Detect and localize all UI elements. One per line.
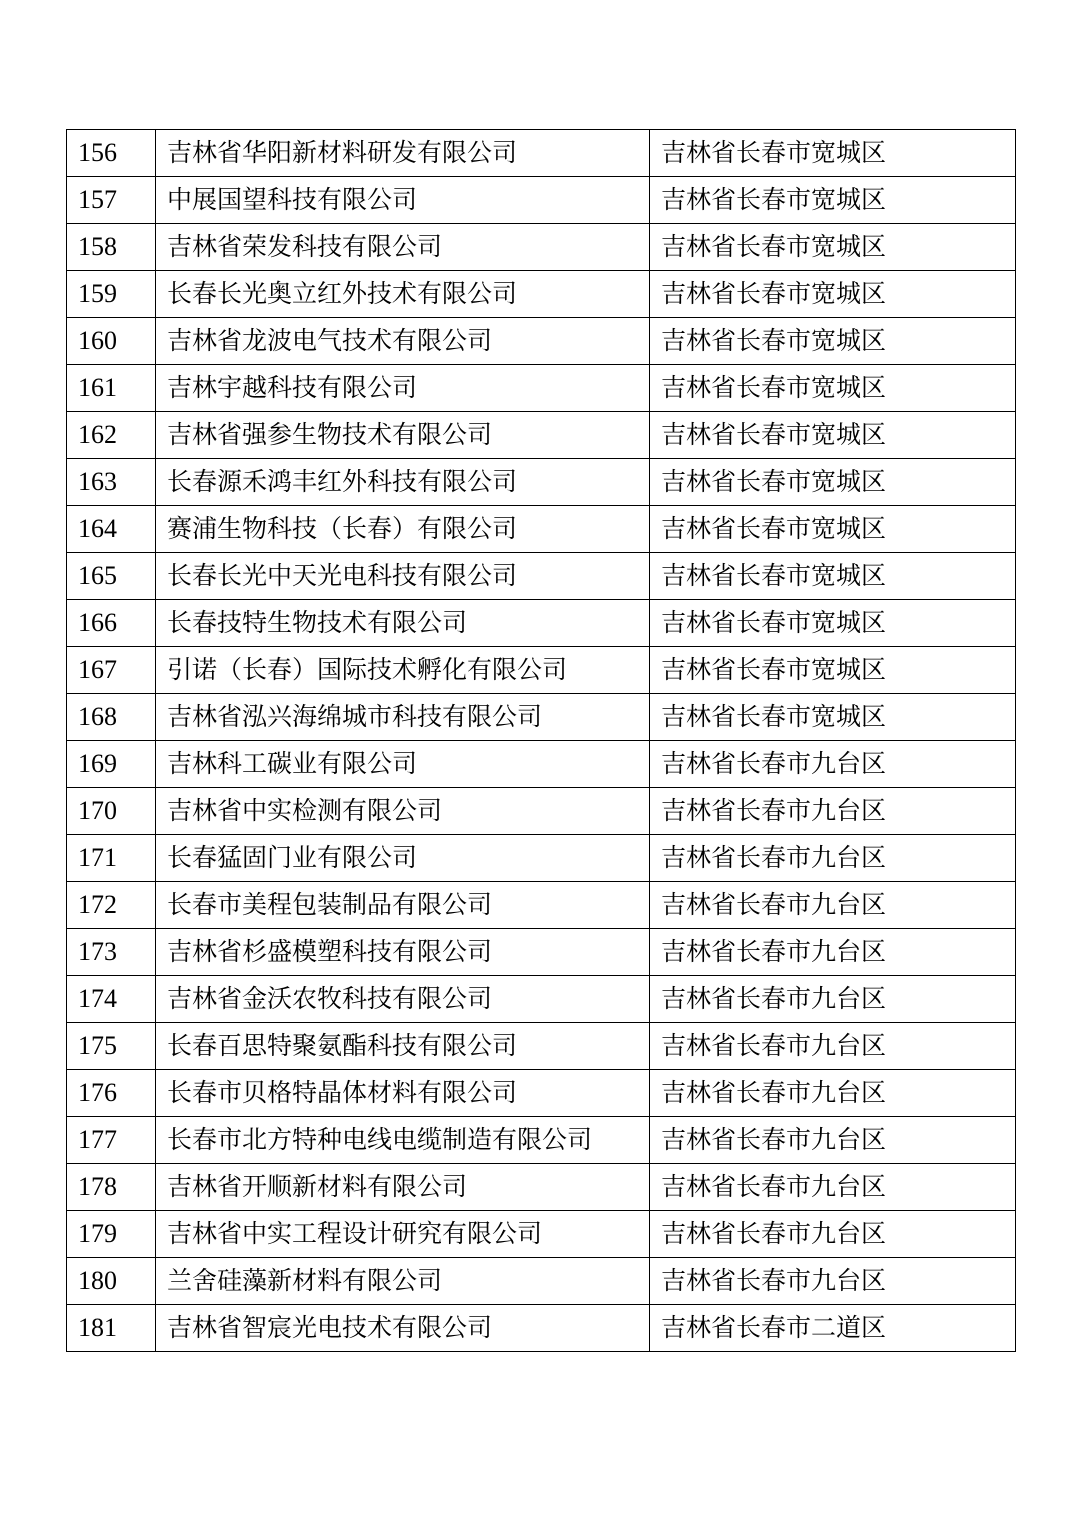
- table-row: [67, 882, 1016, 929]
- company-name-cell: 吉林省开顺新材料有限公司: [156, 1164, 650, 1211]
- row-number-cell: 173: [67, 929, 156, 976]
- location-cell: 吉林省长春市宽城区: [650, 694, 1016, 741]
- location-cell: 吉林省长春市宽城区: [650, 224, 1016, 271]
- location-cell: 吉林省长春市九台区: [650, 1117, 1016, 1164]
- location-cell: 吉林省长春市九台区: [650, 1258, 1016, 1305]
- table-row: [67, 1211, 1016, 1258]
- row-number-cell: 175: [67, 1023, 156, 1070]
- company-name-cell: 吉林省中实工程设计研究有限公司: [156, 1211, 650, 1258]
- table-row: [67, 365, 1016, 412]
- table-row: [67, 1070, 1016, 1117]
- row-number-cell: 158: [67, 224, 156, 271]
- location-cell: 吉林省长春市九台区: [650, 741, 1016, 788]
- table-body: [67, 130, 1016, 1352]
- row-number-cell: 162: [67, 412, 156, 459]
- table-row: [67, 1023, 1016, 1070]
- company-name-cell: 吉林省中实检测有限公司: [156, 788, 650, 835]
- row-number-cell: 177: [67, 1117, 156, 1164]
- table-row: [67, 224, 1016, 271]
- location-cell: 吉林省长春市宽城区: [650, 553, 1016, 600]
- location-cell: 吉林省长春市宽城区: [650, 647, 1016, 694]
- row-number-cell: 169: [67, 741, 156, 788]
- location-cell: 吉林省长春市九台区: [650, 788, 1016, 835]
- table-row: [67, 788, 1016, 835]
- company-name-cell: 吉林省金沃农牧科技有限公司: [156, 976, 650, 1023]
- company-name-cell: 吉林省龙波电气技术有限公司: [156, 318, 650, 365]
- location-cell: 吉林省长春市宽城区: [650, 600, 1016, 647]
- location-cell: 吉林省长春市宽城区: [650, 130, 1016, 177]
- table-row: [67, 1258, 1016, 1305]
- table-row: [67, 1305, 1016, 1352]
- company-name-cell: 吉林省强参生物技术有限公司: [156, 412, 650, 459]
- location-cell: 吉林省长春市二道区: [650, 1305, 1016, 1352]
- location-cell: 吉林省长春市九台区: [650, 1070, 1016, 1117]
- row-number-cell: 165: [67, 553, 156, 600]
- row-number-cell: 180: [67, 1258, 156, 1305]
- row-number-cell: 159: [67, 271, 156, 318]
- company-name-cell: 兰舍硅藻新材料有限公司: [156, 1258, 650, 1305]
- company-name-cell: 赛浦生物科技（长春）有限公司: [156, 506, 650, 553]
- location-cell: 吉林省长春市宽城区: [650, 506, 1016, 553]
- company-name-cell: 长春技特生物技术有限公司: [156, 600, 650, 647]
- company-name-cell: 吉林宇越科技有限公司: [156, 365, 650, 412]
- location-cell: 吉林省长春市宽城区: [650, 271, 1016, 318]
- table-row: [67, 459, 1016, 506]
- location-cell: 吉林省长春市九台区: [650, 882, 1016, 929]
- company-name-cell: 长春猛固门业有限公司: [156, 835, 650, 882]
- table-row: [67, 1164, 1016, 1211]
- company-name-cell: 中展国望科技有限公司: [156, 177, 650, 224]
- row-number-cell: 156: [67, 130, 156, 177]
- row-number-cell: 174: [67, 976, 156, 1023]
- company-name-cell: 吉林科工碳业有限公司: [156, 741, 650, 788]
- location-cell: 吉林省长春市九台区: [650, 835, 1016, 882]
- row-number-cell: 178: [67, 1164, 156, 1211]
- company-name-cell: 长春源禾鸿丰红外科技有限公司: [156, 459, 650, 506]
- location-cell: 吉林省长春市宽城区: [650, 318, 1016, 365]
- company-name-cell: 长春市贝格特晶体材料有限公司: [156, 1070, 650, 1117]
- row-number-cell: 176: [67, 1070, 156, 1117]
- table-row: [67, 976, 1016, 1023]
- company-name-cell: 长春长光中天光电科技有限公司: [156, 553, 650, 600]
- company-name-cell: 长春长光奥立红外技术有限公司: [156, 271, 650, 318]
- table-row: [67, 694, 1016, 741]
- table-row: [67, 412, 1016, 459]
- company-name-cell: 长春市美程包装制品有限公司: [156, 882, 650, 929]
- row-number-cell: 164: [67, 506, 156, 553]
- location-cell: 吉林省长春市九台区: [650, 976, 1016, 1023]
- table-row: [67, 318, 1016, 365]
- company-name-cell: 吉林省泓兴海绵城市科技有限公司: [156, 694, 650, 741]
- table-row: [67, 741, 1016, 788]
- row-number-cell: 181: [67, 1305, 156, 1352]
- row-number-cell: 170: [67, 788, 156, 835]
- location-cell: 吉林省长春市九台区: [650, 929, 1016, 976]
- row-number-cell: 160: [67, 318, 156, 365]
- table-row: [67, 506, 1016, 553]
- table-row: [67, 835, 1016, 882]
- row-number-cell: 179: [67, 1211, 156, 1258]
- row-number-cell: 168: [67, 694, 156, 741]
- location-cell: 吉林省长春市宽城区: [650, 459, 1016, 506]
- row-number-cell: 172: [67, 882, 156, 929]
- company-name-cell: 引诺（长春）国际技术孵化有限公司: [156, 647, 650, 694]
- location-cell: 吉林省长春市九台区: [650, 1211, 1016, 1258]
- table-row: [67, 130, 1016, 177]
- table-row: [67, 929, 1016, 976]
- location-cell: 吉林省长春市宽城区: [650, 177, 1016, 224]
- table-row: [67, 600, 1016, 647]
- table-row: [67, 271, 1016, 318]
- company-table: [66, 129, 1016, 1352]
- location-cell: 吉林省长春市宽城区: [650, 365, 1016, 412]
- location-cell: 吉林省长春市宽城区: [650, 412, 1016, 459]
- table-row: [67, 1117, 1016, 1164]
- company-name-cell: 长春市北方特种电线电缆制造有限公司: [156, 1117, 650, 1164]
- row-number-cell: 167: [67, 647, 156, 694]
- row-number-cell: 161: [67, 365, 156, 412]
- row-number-cell: 166: [67, 600, 156, 647]
- row-number-cell: 171: [67, 835, 156, 882]
- location-cell: 吉林省长春市九台区: [650, 1023, 1016, 1070]
- table-row: [67, 177, 1016, 224]
- company-name-cell: 吉林省荣发科技有限公司: [156, 224, 650, 271]
- company-name-cell: 吉林省华阳新材料研发有限公司: [156, 130, 650, 177]
- row-number-cell: 157: [67, 177, 156, 224]
- location-cell: 吉林省长春市九台区: [650, 1164, 1016, 1211]
- table-row: [67, 553, 1016, 600]
- company-name-cell: 吉林省杉盛模塑科技有限公司: [156, 929, 650, 976]
- row-number-cell: 163: [67, 459, 156, 506]
- company-name-cell: 吉林省智宸光电技术有限公司: [156, 1305, 650, 1352]
- company-name-cell: 长春百思特聚氨酯科技有限公司: [156, 1023, 650, 1070]
- table-row: [67, 647, 1016, 694]
